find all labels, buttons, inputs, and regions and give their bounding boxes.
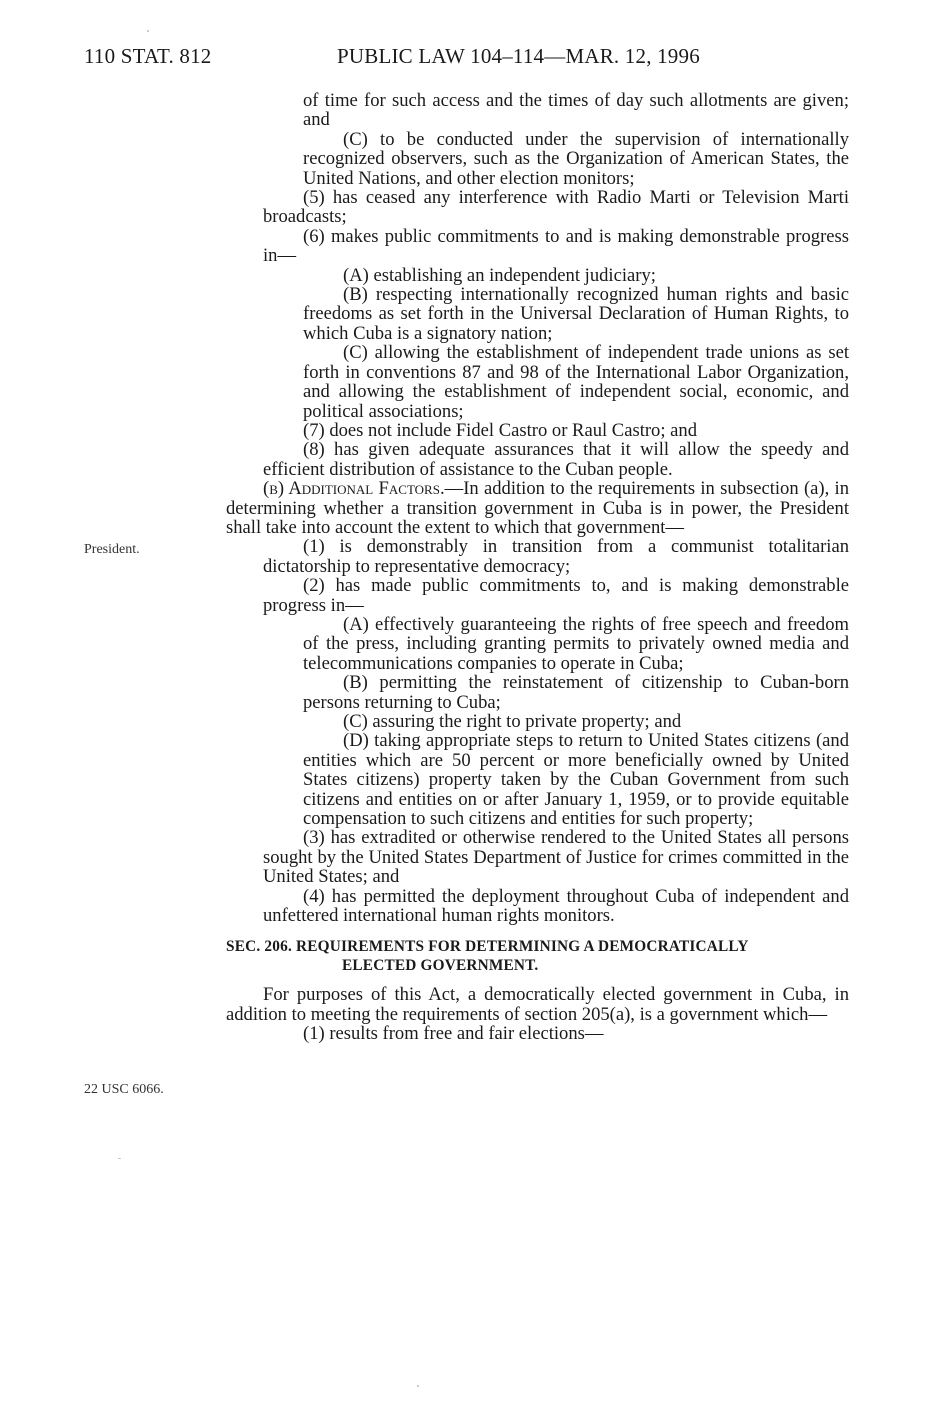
law-and-date: PUBLIC LAW 104–114—MAR. 12, 1996 [337,44,700,68]
subsection-b-label: (b) Additional Factors. [263,478,445,500]
scan-speck [417,1385,419,1387]
paragraph-8: (8) has given adequate assurances that it will allow the speedy and efficient distribution of assistance to the Cuban people. [263,439,849,480]
paragraph-6C: (C) allowing the establishment of independent trade unions as set forth in conventions 87 and 98 of the International Labor Organization, and allowing the establishment of independent social, economic, and political associations; [303,342,849,422]
section-206-heading [226,937,849,975]
margin-note-usc-cite: 22 USC 6066. [84,1082,164,1097]
section-206-item1: (1) results from free and fair elections— [303,1023,604,1045]
subsection-b [226,479,849,537]
scan-speck [147,30,149,32]
paragraph-b2: (2) has made public commitments to, and is making demonstrable progress in— [263,575,849,616]
section-206-intro: For purposes of this Act, a democratically elected government in Cuba, in addition to meeting the requirements of section 205(a), is a government which— [226,984,849,1025]
paragraph-b2D: (D) taking appropriate steps to return to United States citizens (and entities which are 50 percent or more beneficially owned by United States citizens) property taken by the Cuban Government from such citizens and entities on or after January 1, 1959, or to provide equitable compensation to such citizens and entities for such property; [303,730,849,830]
paragraph-6: (6) makes public commitments to and is making demonstrable progress in— [263,225,849,267]
section-206-heading-line2: ELECTED GOVERNMENT. [342,957,539,975]
paragraph-7: (7) does not include Fidel Castro or Raul Castro; and [303,419,698,441]
paragraph-b2B: (B) permitting the reinstatement of citizenship to Cuban-born persons returning to Cuba; [303,672,849,713]
section-206-heading-line1: SEC. 206. REQUIREMENTS FOR DETERMINING A DEMOCRATICALLY [226,938,749,956]
paragraph-5: (5) has ceased any interference with Radio Marti or Television Marti broadcasts; [263,187,849,228]
scan-speck [118,1158,121,1159]
paragraph-6B: (B) respecting internationally recognized human rights and basic freedoms as set forth in the Universal Declaration of Human Rights, to which Cuba is a signatory nation; [303,284,849,344]
paragraph-b2A: (A) effectively guaranteeing the rights of free speech and freedom of the press, including granting permits to privately owned media and telecommunications companies to operate in Cuba; [303,613,849,674]
margin-note-president: President. [84,542,140,557]
paragraph-b1: (1) is demonstrably in transition from a communist totalitarian dictatorship to representative democracy; [263,536,849,577]
subsection-b-text: —In addition to the requirements in subsection (a), in determining whether a transition government in Cuba is in power, the President shall take into account the extent to which that government— [226,478,849,538]
paragraph-b2C: (C) assuring the right to private property; and [343,711,682,732]
body-text [226,91,849,1044]
paragraph-6A: (A) establishing an independent judiciary; [343,264,656,286]
stat-page-number: 110 STAT. 812 [84,44,212,68]
paragraph-4C: (C) to be conducted under the supervision of internationally recognized observers, such as the Organization of American States, the United Nations, and other election monitors; [303,128,849,189]
paragraph-b4: (4) has permitted the deployment throughout Cuba of independent and unfettered international human rights monitors. [263,885,849,927]
paragraph-b3: (3) has extradited or otherwise rendered to the United States all persons sought by the United States Department of Justice for crimes committed in the United States; and [263,827,849,888]
running-head [84,44,849,74]
paragraph-continuation: of time for such access and the times of day such allotments are given; and [303,90,849,131]
